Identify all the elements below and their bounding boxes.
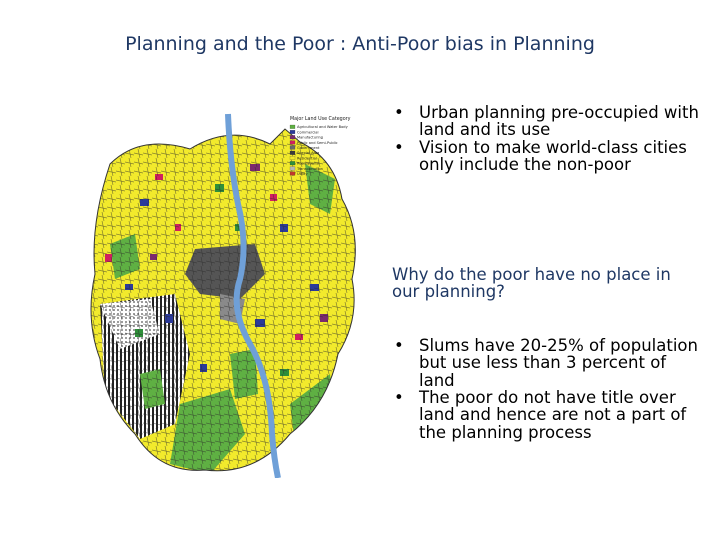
legend-swatch bbox=[290, 141, 295, 145]
bullet-dot: • bbox=[394, 137, 404, 157]
bullet-dot: • bbox=[394, 387, 404, 407]
legend-title: Major Land Use Category bbox=[290, 117, 351, 122]
legend-label: Residential bbox=[297, 156, 317, 161]
legend-label: Commercial bbox=[297, 130, 319, 135]
legend-label: Manufacturing bbox=[297, 135, 324, 140]
legend-label: Utility bbox=[297, 172, 308, 176]
legend-swatch bbox=[290, 146, 295, 150]
legend-swatch bbox=[290, 125, 295, 129]
legend-swatch bbox=[290, 156, 295, 160]
bullet-text: Slums have 20-25% of population but use less than 3 percent of land bbox=[419, 336, 698, 390]
legend-swatch bbox=[290, 161, 295, 165]
question-heading: Why do the poor have no place in our planning? bbox=[392, 265, 671, 302]
legend-label: Special Area bbox=[297, 151, 320, 156]
legend-label: Recreational bbox=[297, 161, 320, 166]
slide-title: Planning and the Poor : Anti-Poor bias in Planning bbox=[125, 33, 595, 55]
legend-label: Transportation bbox=[297, 166, 323, 171]
bullet-item bbox=[392, 139, 702, 174]
legend-swatch bbox=[290, 167, 295, 171]
bullet-item bbox=[392, 389, 702, 441]
map-legend bbox=[290, 116, 351, 176]
bullet-text: Vision to make world-class cities only include the non-poor bbox=[419, 137, 687, 174]
bottom-bullets bbox=[392, 337, 702, 441]
bullet-item bbox=[392, 337, 702, 389]
bullet-text: The poor do not have title over land and hence are not a part of the planning process bbox=[419, 387, 687, 442]
legend-swatch bbox=[290, 172, 295, 176]
bullet-dot: • bbox=[394, 336, 404, 355]
legend-label: Public and Semi-Public bbox=[297, 140, 338, 145]
bullet-dot: • bbox=[394, 103, 404, 122]
legend-swatch bbox=[290, 135, 295, 139]
legend-label: Government bbox=[297, 146, 320, 150]
legend-swatch bbox=[290, 130, 295, 134]
legend-swatch bbox=[290, 151, 295, 155]
legend-label: Agricultural and Water Body bbox=[297, 125, 348, 130]
top-bullets bbox=[392, 104, 702, 173]
bullet-item bbox=[392, 104, 702, 139]
land-use-map bbox=[80, 104, 365, 478]
bullet-text: Urban planning pre-occupied with land and its use bbox=[419, 103, 699, 140]
